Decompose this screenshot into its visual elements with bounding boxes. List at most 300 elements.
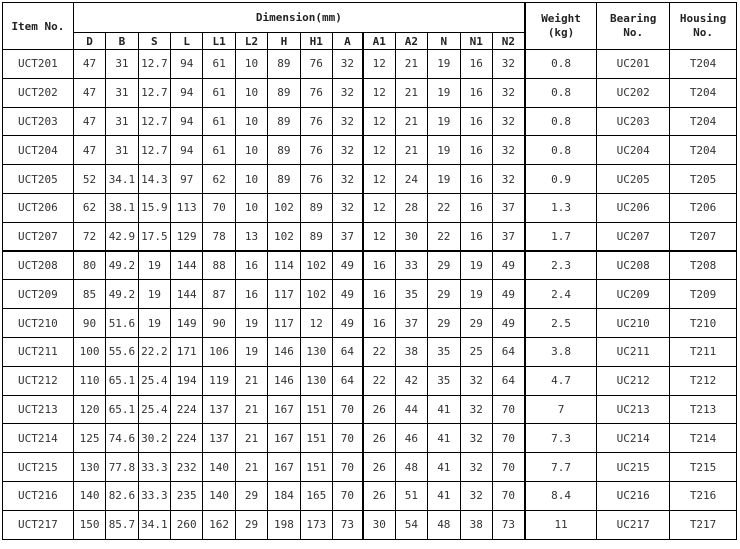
dim-a-cell: 49 <box>332 280 362 309</box>
dim-a2-cell: 44 <box>395 395 427 424</box>
bearing-cell: UC211 <box>597 337 670 366</box>
dim-n-cell: 41 <box>428 481 460 510</box>
dim-a-cell: 32 <box>332 165 362 194</box>
item-no-cell: UCT217 <box>3 510 74 539</box>
dim-n2-cell: 32 <box>492 50 524 79</box>
dim-d-cell: 140 <box>73 481 105 510</box>
table-row <box>3 510 737 539</box>
dim-d-cell: 125 <box>73 424 105 453</box>
dim-n-cell: 41 <box>428 453 460 482</box>
dim-a1-cell: 16 <box>363 251 395 280</box>
dim-a1-cell: 16 <box>363 309 395 338</box>
dim-n2-cell: 49 <box>492 280 524 309</box>
dim-h-cell: 89 <box>268 107 300 136</box>
table-row <box>3 193 737 222</box>
item-no-cell: UCT207 <box>3 222 74 251</box>
header-weight-line2: (kg) <box>547 26 575 39</box>
dim-b-cell: 31 <box>106 107 138 136</box>
dim-l1-cell: 119 <box>203 366 235 395</box>
bearing-cell: UC217 <box>597 510 670 539</box>
dim-h-cell: 146 <box>268 366 300 395</box>
dim-a-cell: 32 <box>332 78 362 107</box>
dim-l2-cell: 19 <box>235 309 267 338</box>
dim-n2-cell: 73 <box>492 510 524 539</box>
weight-cell: 2.4 <box>525 280 597 309</box>
item-no-cell: UCT204 <box>3 136 74 165</box>
dim-a2-cell: 38 <box>395 337 427 366</box>
dim-n1-cell: 16 <box>460 78 492 107</box>
header-dim-n: N <box>428 33 460 50</box>
table-row <box>3 136 737 165</box>
bearing-cell: UC214 <box>597 424 670 453</box>
dim-h1-cell: 89 <box>300 193 332 222</box>
dim-n-cell: 19 <box>428 165 460 194</box>
dim-l-cell: 94 <box>171 107 203 136</box>
header-weight-line1: Weight <box>541 12 581 25</box>
bearing-cell: UC207 <box>597 222 670 251</box>
dim-s-cell: 30.2 <box>138 424 170 453</box>
dim-n1-cell: 16 <box>460 50 492 79</box>
dim-a-cell: 32 <box>332 107 362 136</box>
dim-n2-cell: 49 <box>492 251 524 280</box>
housing-cell: T215 <box>670 453 737 482</box>
housing-cell: T216 <box>670 481 737 510</box>
dim-b-cell: 31 <box>106 50 138 79</box>
table-body <box>3 50 737 540</box>
dim-n1-cell: 16 <box>460 222 492 251</box>
dim-l1-cell: 162 <box>203 510 235 539</box>
dim-h-cell: 89 <box>268 78 300 107</box>
dim-b-cell: 82.6 <box>106 481 138 510</box>
dim-l-cell: 194 <box>171 366 203 395</box>
dim-n1-cell: 38 <box>460 510 492 539</box>
dim-n-cell: 29 <box>428 280 460 309</box>
housing-cell: T205 <box>670 165 737 194</box>
dim-d-cell: 150 <box>73 510 105 539</box>
dim-n1-cell: 32 <box>460 395 492 424</box>
dim-l1-cell: 61 <box>203 50 235 79</box>
dim-h-cell: 89 <box>268 165 300 194</box>
dim-h1-cell: 12 <box>300 309 332 338</box>
dim-n1-cell: 16 <box>460 193 492 222</box>
dim-d-cell: 80 <box>73 251 105 280</box>
housing-cell: T208 <box>670 251 737 280</box>
housing-cell: T212 <box>670 366 737 395</box>
item-no-cell: UCT209 <box>3 280 74 309</box>
housing-cell: T204 <box>670 50 737 79</box>
item-no-cell: UCT215 <box>3 453 74 482</box>
dim-n-cell: 35 <box>428 366 460 395</box>
dim-s-cell: 22.2 <box>138 337 170 366</box>
dim-d-cell: 110 <box>73 366 105 395</box>
dim-d-cell: 90 <box>73 309 105 338</box>
housing-cell: T206 <box>670 193 737 222</box>
table-row <box>3 366 737 395</box>
dim-n-cell: 22 <box>428 193 460 222</box>
dim-h-cell: 198 <box>268 510 300 539</box>
dim-a-cell: 49 <box>332 309 362 338</box>
dim-a-cell: 70 <box>332 395 362 424</box>
dim-h1-cell: 76 <box>300 136 332 165</box>
dim-a2-cell: 28 <box>395 193 427 222</box>
dim-l1-cell: 78 <box>203 222 235 251</box>
dim-h1-cell: 76 <box>300 107 332 136</box>
dim-d-cell: 47 <box>73 107 105 136</box>
dim-l1-cell: 87 <box>203 280 235 309</box>
dim-a2-cell: 33 <box>395 251 427 280</box>
dim-l1-cell: 90 <box>203 309 235 338</box>
table-row <box>3 222 737 251</box>
dim-h-cell: 184 <box>268 481 300 510</box>
dim-a2-cell: 46 <box>395 424 427 453</box>
dim-l2-cell: 21 <box>235 453 267 482</box>
table-row <box>3 337 737 366</box>
dim-l-cell: 94 <box>171 50 203 79</box>
bearing-cell: UC210 <box>597 309 670 338</box>
dim-d-cell: 72 <box>73 222 105 251</box>
dim-b-cell: 74.6 <box>106 424 138 453</box>
dim-l2-cell: 19 <box>235 337 267 366</box>
dim-l-cell: 97 <box>171 165 203 194</box>
dim-b-cell: 65.1 <box>106 366 138 395</box>
dim-a-cell: 73 <box>332 510 362 539</box>
dim-l1-cell: 62 <box>203 165 235 194</box>
dim-n1-cell: 25 <box>460 337 492 366</box>
dim-l2-cell: 10 <box>235 50 267 79</box>
dim-a2-cell: 21 <box>395 78 427 107</box>
dim-b-cell: 49.2 <box>106 280 138 309</box>
item-no-cell: UCT214 <box>3 424 74 453</box>
dim-h1-cell: 165 <box>300 481 332 510</box>
dim-a2-cell: 54 <box>395 510 427 539</box>
dim-h1-cell: 151 <box>300 395 332 424</box>
dim-n-cell: 41 <box>428 395 460 424</box>
item-no-cell: UCT216 <box>3 481 74 510</box>
dim-n2-cell: 32 <box>492 165 524 194</box>
dim-n2-cell: 49 <box>492 309 524 338</box>
dim-s-cell: 34.1 <box>138 510 170 539</box>
header-bearing-line2: No. <box>623 26 644 39</box>
dim-h1-cell: 76 <box>300 78 332 107</box>
dim-n2-cell: 32 <box>492 107 524 136</box>
header-housing-line1: Housing <box>679 12 727 25</box>
weight-cell: 11 <box>525 510 597 539</box>
header-dim-a: A <box>332 33 362 50</box>
dim-l-cell: 129 <box>171 222 203 251</box>
housing-cell: T214 <box>670 424 737 453</box>
dim-d-cell: 130 <box>73 453 105 482</box>
dim-n1-cell: 32 <box>460 453 492 482</box>
item-no-cell: UCT210 <box>3 309 74 338</box>
dim-a1-cell: 12 <box>363 222 395 251</box>
dim-l-cell: 149 <box>171 309 203 338</box>
dim-d-cell: 62 <box>73 193 105 222</box>
dim-s-cell: 25.4 <box>138 366 170 395</box>
table-row <box>3 251 737 280</box>
dim-n-cell: 41 <box>428 424 460 453</box>
header-bearing-line1: Bearing <box>610 12 657 25</box>
bearing-cell: UC202 <box>597 78 670 107</box>
dim-h-cell: 114 <box>268 251 300 280</box>
dim-s-cell: 15.9 <box>138 193 170 222</box>
dim-n2-cell: 70 <box>492 395 524 424</box>
item-no-cell: UCT212 <box>3 366 74 395</box>
bearing-cell: UC206 <box>597 193 670 222</box>
bearing-cell: UC208 <box>597 251 670 280</box>
bearing-cell: UC215 <box>597 453 670 482</box>
weight-cell: 0.9 <box>525 165 597 194</box>
dim-a1-cell: 26 <box>363 395 395 424</box>
dim-n2-cell: 70 <box>492 453 524 482</box>
bearing-cell: UC203 <box>597 107 670 136</box>
dim-s-cell: 12.7 <box>138 136 170 165</box>
dim-a-cell: 70 <box>332 481 362 510</box>
table-row <box>3 309 737 338</box>
dim-n1-cell: 16 <box>460 165 492 194</box>
dim-a1-cell: 30 <box>363 510 395 539</box>
dim-s-cell: 25.4 <box>138 395 170 424</box>
dim-a2-cell: 21 <box>395 107 427 136</box>
dim-a1-cell: 26 <box>363 424 395 453</box>
item-no-cell: UCT211 <box>3 337 74 366</box>
dim-a2-cell: 21 <box>395 50 427 79</box>
dim-s-cell: 19 <box>138 280 170 309</box>
dim-l1-cell: 88 <box>203 251 235 280</box>
dim-b-cell: 85.7 <box>106 510 138 539</box>
header-dim-n1: N1 <box>460 33 492 50</box>
weight-cell: 1.3 <box>525 193 597 222</box>
dim-h-cell: 89 <box>268 136 300 165</box>
bearing-cell: UC205 <box>597 165 670 194</box>
dim-n1-cell: 16 <box>460 136 492 165</box>
dim-l2-cell: 21 <box>235 424 267 453</box>
weight-cell: 0.8 <box>525 107 597 136</box>
dim-d-cell: 52 <box>73 165 105 194</box>
dim-n1-cell: 29 <box>460 309 492 338</box>
dim-h1-cell: 76 <box>300 50 332 79</box>
dim-d-cell: 47 <box>73 50 105 79</box>
dim-l1-cell: 70 <box>203 193 235 222</box>
dim-s-cell: 14.3 <box>138 165 170 194</box>
dim-a-cell: 37 <box>332 222 362 251</box>
dim-h1-cell: 173 <box>300 510 332 539</box>
dim-h-cell: 102 <box>268 222 300 251</box>
dim-a2-cell: 48 <box>395 453 427 482</box>
bearing-cell: UC201 <box>597 50 670 79</box>
item-no-cell: UCT213 <box>3 395 74 424</box>
weight-cell: 7 <box>525 395 597 424</box>
housing-cell: T207 <box>670 222 737 251</box>
dim-l2-cell: 10 <box>235 107 267 136</box>
dim-n2-cell: 64 <box>492 337 524 366</box>
dim-h1-cell: 151 <box>300 453 332 482</box>
dim-s-cell: 17.5 <box>138 222 170 251</box>
dim-a1-cell: 12 <box>363 78 395 107</box>
table-row <box>3 78 737 107</box>
dim-s-cell: 12.7 <box>138 107 170 136</box>
table-row <box>3 50 737 79</box>
dim-n2-cell: 37 <box>492 222 524 251</box>
dim-a1-cell: 26 <box>363 453 395 482</box>
dim-a1-cell: 12 <box>363 50 395 79</box>
dim-n-cell: 19 <box>428 50 460 79</box>
dim-h-cell: 146 <box>268 337 300 366</box>
dim-n-cell: 29 <box>428 309 460 338</box>
dim-n2-cell: 37 <box>492 193 524 222</box>
bearing-cell: UC204 <box>597 136 670 165</box>
weight-cell: 3.8 <box>525 337 597 366</box>
header-bearing <box>597 3 670 50</box>
dim-l1-cell: 106 <box>203 337 235 366</box>
dim-l-cell: 113 <box>171 193 203 222</box>
weight-cell: 7.7 <box>525 453 597 482</box>
spec-table-container <box>2 2 737 540</box>
header-housing-line2: No. <box>693 26 713 39</box>
dim-h1-cell: 76 <box>300 165 332 194</box>
dim-a2-cell: 30 <box>395 222 427 251</box>
dim-b-cell: 31 <box>106 136 138 165</box>
housing-cell: T204 <box>670 136 737 165</box>
dim-h1-cell: 102 <box>300 280 332 309</box>
dim-a2-cell: 24 <box>395 165 427 194</box>
dim-h1-cell: 151 <box>300 424 332 453</box>
dim-n-cell: 19 <box>428 78 460 107</box>
item-no-cell: UCT203 <box>3 107 74 136</box>
dim-l1-cell: 61 <box>203 107 235 136</box>
weight-cell: 4.7 <box>525 366 597 395</box>
dim-l2-cell: 10 <box>235 165 267 194</box>
dim-b-cell: 65.1 <box>106 395 138 424</box>
dim-h-cell: 102 <box>268 193 300 222</box>
header-dim-h: H <box>268 33 300 50</box>
dim-d-cell: 120 <box>73 395 105 424</box>
weight-cell: 2.5 <box>525 309 597 338</box>
dim-l1-cell: 61 <box>203 78 235 107</box>
dim-b-cell: 38.1 <box>106 193 138 222</box>
dim-n1-cell: 16 <box>460 107 492 136</box>
table-row <box>3 107 737 136</box>
dim-l2-cell: 13 <box>235 222 267 251</box>
dim-h-cell: 117 <box>268 309 300 338</box>
housing-cell: T210 <box>670 309 737 338</box>
dim-h-cell: 167 <box>268 453 300 482</box>
dim-a1-cell: 12 <box>363 136 395 165</box>
housing-cell: T204 <box>670 107 737 136</box>
dim-s-cell: 19 <box>138 309 170 338</box>
dim-a2-cell: 42 <box>395 366 427 395</box>
weight-cell: 0.8 <box>525 78 597 107</box>
dim-s-cell: 33.3 <box>138 481 170 510</box>
dim-n-cell: 19 <box>428 107 460 136</box>
dim-l-cell: 224 <box>171 424 203 453</box>
header-dim-d: D <box>73 33 105 50</box>
dim-l2-cell: 10 <box>235 136 267 165</box>
dim-n-cell: 48 <box>428 510 460 539</box>
dim-l2-cell: 10 <box>235 78 267 107</box>
header-dim-s: S <box>138 33 170 50</box>
header-dim-l2: L2 <box>235 33 267 50</box>
dim-h-cell: 117 <box>268 280 300 309</box>
dim-l2-cell: 16 <box>235 251 267 280</box>
dim-a1-cell: 22 <box>363 366 395 395</box>
dim-l-cell: 144 <box>171 251 203 280</box>
dim-h1-cell: 130 <box>300 366 332 395</box>
housing-cell: T209 <box>670 280 737 309</box>
item-no-cell: UCT201 <box>3 50 74 79</box>
dim-l-cell: 171 <box>171 337 203 366</box>
dim-n1-cell: 32 <box>460 481 492 510</box>
dim-l-cell: 144 <box>171 280 203 309</box>
dim-b-cell: 55.6 <box>106 337 138 366</box>
dim-l1-cell: 137 <box>203 424 235 453</box>
header-dim-n2: N2 <box>492 33 524 50</box>
table-row <box>3 481 737 510</box>
header-dim-b: B <box>106 33 138 50</box>
dim-n1-cell: 19 <box>460 280 492 309</box>
dim-a2-cell: 21 <box>395 136 427 165</box>
dim-s-cell: 12.7 <box>138 78 170 107</box>
dim-n2-cell: 64 <box>492 366 524 395</box>
header-housing <box>670 3 737 50</box>
dim-l2-cell: 16 <box>235 280 267 309</box>
dim-l-cell: 94 <box>171 136 203 165</box>
table-row <box>3 165 737 194</box>
dim-n2-cell: 32 <box>492 78 524 107</box>
dim-l2-cell: 21 <box>235 395 267 424</box>
weight-cell: 0.8 <box>525 136 597 165</box>
item-no-cell: UCT206 <box>3 193 74 222</box>
dim-h-cell: 167 <box>268 395 300 424</box>
dim-a1-cell: 12 <box>363 193 395 222</box>
dim-a-cell: 32 <box>332 193 362 222</box>
bearing-cell: UC209 <box>597 280 670 309</box>
dim-b-cell: 42.9 <box>106 222 138 251</box>
dim-n2-cell: 32 <box>492 136 524 165</box>
dim-a1-cell: 22 <box>363 337 395 366</box>
housing-cell: T213 <box>670 395 737 424</box>
housing-cell: T211 <box>670 337 737 366</box>
dim-a2-cell: 35 <box>395 280 427 309</box>
dim-s-cell: 33.3 <box>138 453 170 482</box>
dim-l1-cell: 140 <box>203 481 235 510</box>
bearing-cell: UC216 <box>597 481 670 510</box>
dim-d-cell: 47 <box>73 136 105 165</box>
dim-a1-cell: 16 <box>363 280 395 309</box>
weight-cell: 2.3 <box>525 251 597 280</box>
dim-a-cell: 64 <box>332 337 362 366</box>
header-dim-l1: L1 <box>203 33 235 50</box>
table-row <box>3 395 737 424</box>
dim-n1-cell: 32 <box>460 424 492 453</box>
dim-l1-cell: 140 <box>203 453 235 482</box>
dim-s-cell: 12.7 <box>138 50 170 79</box>
dim-n2-cell: 70 <box>492 424 524 453</box>
housing-cell: T217 <box>670 510 737 539</box>
table-row <box>3 280 737 309</box>
weight-cell: 8.4 <box>525 481 597 510</box>
dim-a1-cell: 26 <box>363 481 395 510</box>
dim-a2-cell: 51 <box>395 481 427 510</box>
dim-b-cell: 49.2 <box>106 251 138 280</box>
header-dim-a2: A2 <box>395 33 427 50</box>
dim-h-cell: 167 <box>268 424 300 453</box>
bearing-cell: UC213 <box>597 395 670 424</box>
dim-l-cell: 235 <box>171 481 203 510</box>
dim-a1-cell: 12 <box>363 165 395 194</box>
dim-a1-cell: 12 <box>363 107 395 136</box>
dim-b-cell: 31 <box>106 78 138 107</box>
dim-n-cell: 35 <box>428 337 460 366</box>
